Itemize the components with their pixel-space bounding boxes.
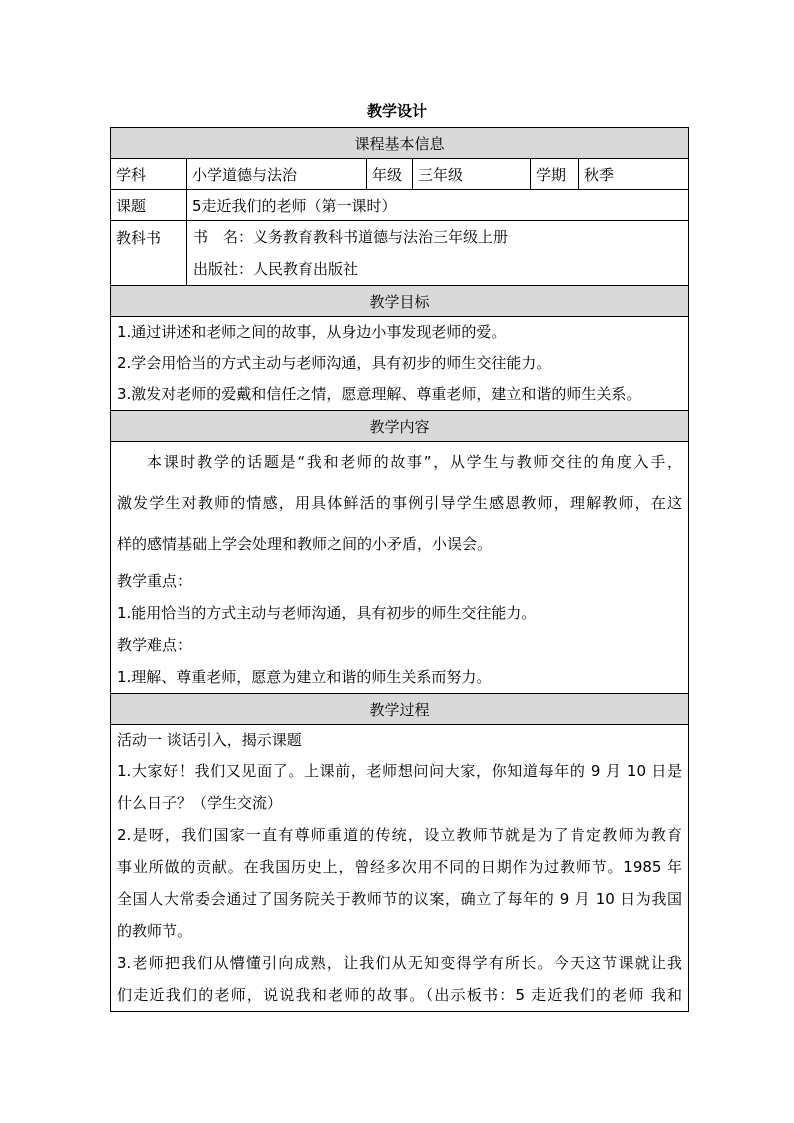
content-paragraph-line: 激发学生对教师的情感，用具体鲜活的事例引导学生感恩教师，理解教师，在这	[117, 494, 683, 512]
term-label: 学期	[531, 159, 579, 190]
document-title: 教学设计	[366, 102, 427, 120]
difficulty-item: 1.理解、尊重老师，愿意为建立和谐的师生关系而努力。	[117, 668, 492, 686]
grade-value: 三年级	[413, 159, 531, 190]
process-line: 的教师节。	[117, 922, 193, 940]
key-points-label: 教学重点：	[117, 572, 193, 590]
section-header-basic-info: 课程基本信息	[111, 128, 689, 159]
process-line: 们走近我们的老师，说说我和老师的故事。（出示板书：5 走近我们的老师 我和	[117, 986, 683, 1004]
objective-item: 3.激发对老师的爱戴和信任之情，愿意理解、尊重老师，建立和谐的师生关系。	[117, 385, 642, 403]
process-line: 3.老师把我们从懵懂引向成熟，让我们从无知变得学有所长。今天这节课就让我	[117, 954, 683, 972]
grade-label: 年级	[367, 159, 413, 190]
objectives-list	[111, 317, 689, 411]
topic-value: 5走近我们的老师（第一课时）	[187, 190, 689, 221]
process-line: 1.大家好！我们又见面了。上课前，老师想问问大家，你知道每年的 9 月 10 日是	[117, 762, 683, 780]
textbook-name: 书 名：义务教育教科书道德与法治三年级上册	[193, 228, 509, 246]
key-point-item: 1.能用恰当的方式主动与老师沟通，具有初步的师生交往能力。	[117, 604, 537, 622]
process-line: 2.是呀，我们国家一直有尊师重道的传统，设立教师节就是为了肯定教师为教育	[117, 826, 683, 844]
textbook-info	[187, 221, 689, 286]
term-value: 秋季	[579, 159, 689, 190]
objective-item: 1.通过讲述和老师之间的故事，从身边小事发现老师的爱。	[117, 323, 507, 341]
process-line: 事业所做的贡献。在我国历史上，曾经多次用不同的日期作为过教师节。1985 年	[117, 858, 683, 876]
process-line: 全国人大常委会通过了国务院关于教师节的议案，确立了每年的 9 月 10 日为我国	[117, 890, 683, 908]
process-body	[111, 725, 689, 1012]
content-body	[111, 442, 689, 694]
subject-label: 学科	[111, 159, 187, 190]
subject-value: 小学道德与法治	[187, 159, 367, 190]
section-header-objectives: 教学目标	[111, 286, 689, 317]
process-line: 什么日子？（学生交流）	[117, 794, 283, 812]
activity-title: 活动一 谈话引入，揭示课题	[117, 731, 302, 749]
section-header-content: 教学内容	[111, 411, 689, 442]
section-header-process: 教学过程	[111, 694, 689, 725]
textbook-publisher: 出版社：人民教育出版社	[193, 260, 359, 278]
topic-label: 课题	[111, 190, 187, 221]
lesson-plan-table	[110, 127, 689, 1012]
objective-item: 2.学会用恰当的方式主动与老师沟通，具有初步的师生交往能力。	[117, 354, 552, 372]
content-paragraph-line: 本课时教学的话题是“我和老师的故事”，从学生与教师交往的角度入手，	[147, 453, 683, 471]
difficulty-label: 教学难点：	[117, 636, 193, 654]
textbook-label: 教科书	[111, 221, 187, 286]
content-paragraph-line: 样的感情基础上学会处理和教师之间的小矛盾，小误会。	[117, 535, 493, 553]
